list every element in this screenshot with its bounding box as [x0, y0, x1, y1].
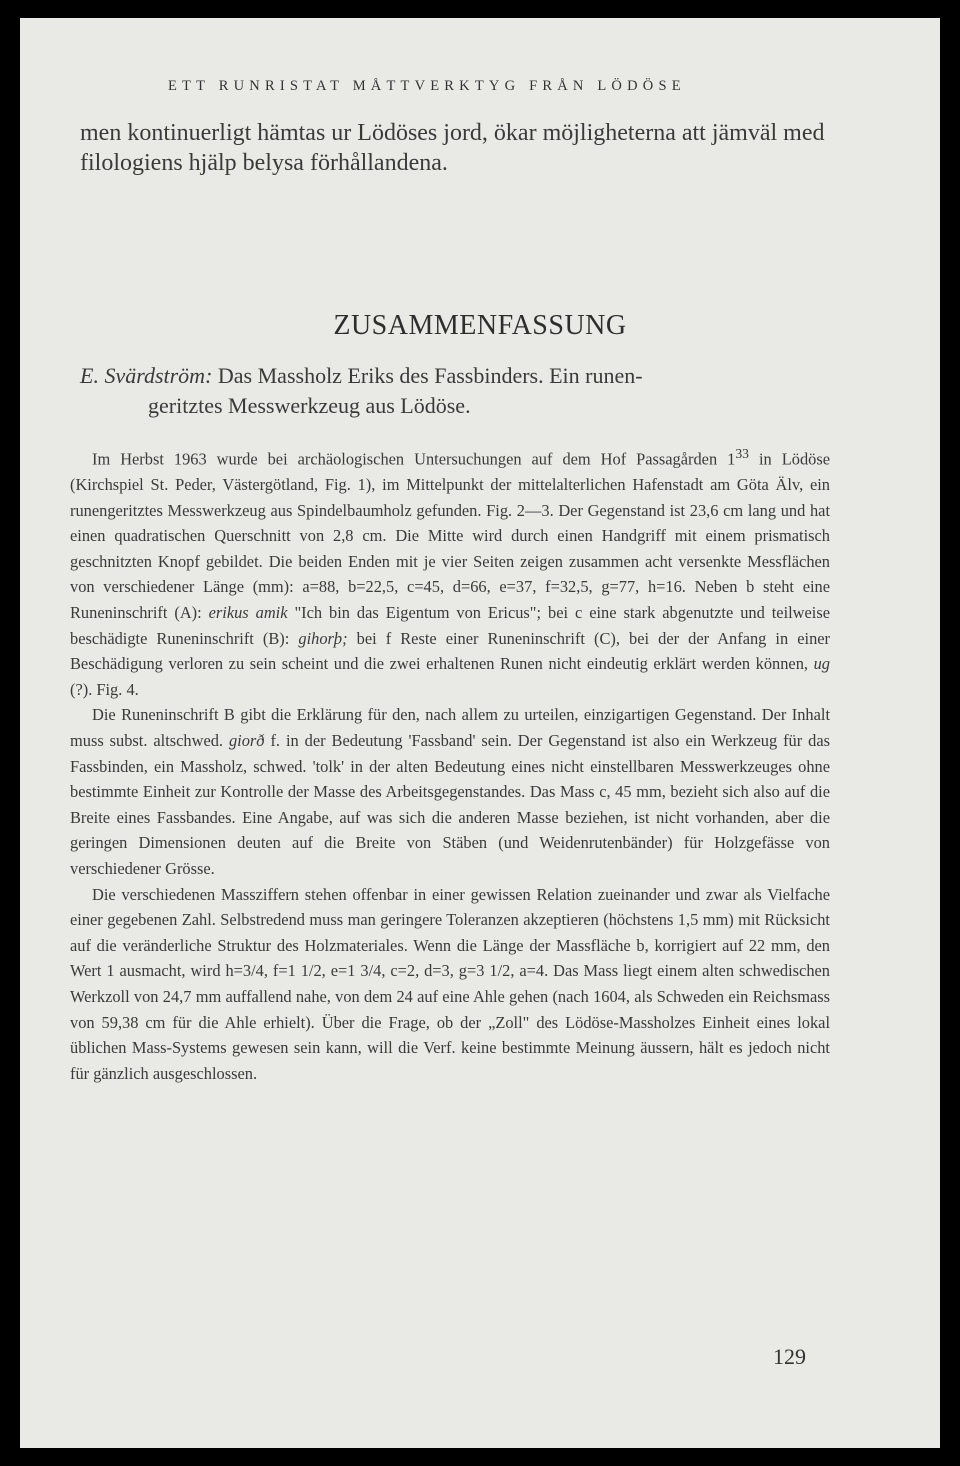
author-name: E. Svärdström:: [80, 363, 213, 388]
intro-paragraph: [80, 118, 830, 178]
p1-text-e: (?). Fig. 4.: [70, 679, 139, 699]
paragraph-3: Die verschiedenen Massziffern stehen offenbar in einer gewissen Relation zueinander und zwar als Vielfache einer gegebenen Zahl. Selbstredend muss man geringere Toleranzen akzeptieren (höchstens 1,5 mm) mit Rücksicht auf die veränderliche Struktur des Holzmateriales. Wenn die Länge der Massfläche b, korrigiert auf 22 mm, den Wert 1 ausmacht, wird h=3/4, f=1 1/2, e=1 3/4, c=2, d=3, g=3 1/2, a=4. Das Mass liegt einem alten schwedischen Werkzoll von 24,7 mm auffallend nahe, von dem 24 auf eine Ahle gehen (nach 1604, als Schweden ein Reichsmass von 59,38 cm für die Ahle erhielt). Über die Frage, ob der „Zoll" des Lödöse-Massholzes Einheit eines lokal üblichen Mass-Systems gewesen sein kann, will die Verf. keine bestimmte Meinung äussern, hält es jedoch nicht für gänzlich ausgeschlossen.: [70, 884, 830, 1083]
p1-text-d: bei f Reste einer Runeninschrift (C), bei der der Anfang in einer Beschädigung verloren zu sein scheint und die zwei erhaltenen Runen nicht eindeutig erklärt werden können,: [70, 628, 831, 674]
p1-text-c: "Ich bin das Eigentum von Ericus"; bei c eine stark abgenutzte und teilweise beschädigte Runeninschrift (B):: [70, 603, 831, 648]
p2-text-a: Die Runeninschrift B gibt die Erklärung für den, nach allem zu urteilen, einzigartigen Gegenstand. Der Inhalt muss subst. altschwed.: [70, 705, 830, 750]
footnote-ref: 33: [735, 446, 749, 461]
paragraph-1: [70, 441, 830, 702]
rune-reading-b: gihorþ;: [298, 628, 348, 648]
p1-text-b: in Lödöse (Kirchspiel St. Peder, Västergötland, Fig. 1), im Mittelpunkt der mittelalterlichen Hafenstadt am Göta Älv, ein runengeritztes Messwerkzeug aus Spindelbaumholz gefunden. Fig. 2—3. Der Gegenstand ist 23,6 cm lang und hat einen quadratischen Querschnitt von 2,8 cm. Die Mitte wird durch einen Handgriff mit einem prismatisch geschnitzten Knopf gebildet. Die beiden Enden mit je vier Seiten zeigen zusammen acht versenkte Messflächen von verschiedener Länge (mm): a=88, b=22,5, c=45, d=66, e=37, f=32,5, g=77, h=16. Neben b steht eine Runeninschrift (A):: [70, 449, 830, 623]
rune-reading-a: erikus amik: [208, 603, 288, 623]
section-heading: ZUSAMMENFASSUNG: [333, 310, 627, 341]
rune-reading-c: ug: [813, 654, 830, 674]
title-line-1: Das Massholz Eriks des Fassbinders. Ein runen-: [212, 363, 643, 388]
p2-text-b: f. in der Bedeutung 'Fassband' sein. Der Gegenstand ist also ein Werkzeug für das Fassbinden, ein Massholz, schwed. 'tolk' in der alten Bedeutung eines nicht einstellbaren Messwerkzeuges ohne bestimmte Einheit zur Kontrolle der Masse des Arbeitsgegenstandes. Das Mass c, 45 mm, bezieht sich also auf die Breite eines Fassbandes. Eine Angabe, auf was sich die anderen Masse beziehen, ist nicht vorhanden, aber die geringen Dimensionen deuten auf die Breite von Stäben (und Weidenrutenbänder) für Holzgefässe von verschiedener Grösse.: [70, 731, 830, 878]
paragraph-2: [70, 702, 830, 881]
page-number: 129: [773, 1344, 806, 1369]
running-head: ETT RUNRISTAT MÅTTVERKTYG FRÅN LÖDÖSE: [168, 78, 686, 94]
summary-title: [80, 361, 830, 421]
p1-text-a: Im Herbst 1963 wurde bei archäologischen Untersuchungen auf dem Hof Passagården 1: [92, 449, 736, 469]
scanned-page: [20, 18, 940, 1448]
summary-body: [70, 441, 830, 1086]
old-swedish-word: giorð: [228, 731, 265, 750]
title-line-2: geritztes Messwerkzeug aus Lödöse.: [148, 393, 471, 418]
intro-text: men kontinuerligt hämtas ur Lödöses jord, ökar möjligheterna att jämväl med filologiens hjälp belysa förhållandena.: [80, 120, 825, 176]
